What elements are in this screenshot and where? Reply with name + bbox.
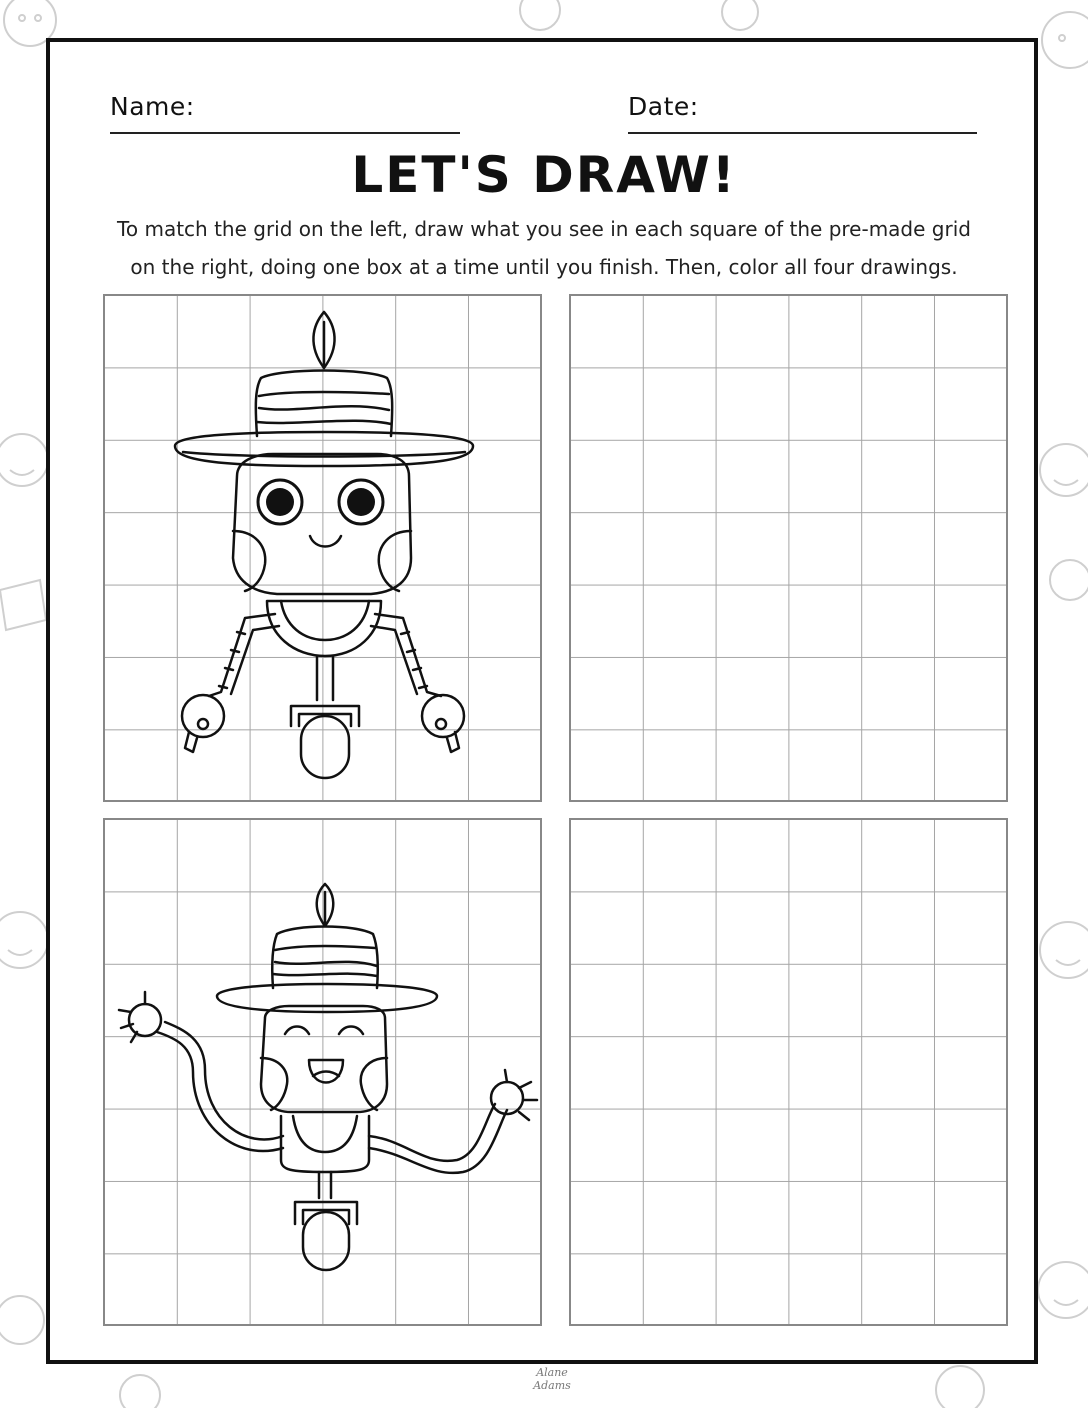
instructions-line-2: on the right, doing one box at a time until you finish. Then, color all four drawings. xyxy=(130,255,958,279)
instructions xyxy=(70,210,1018,286)
reference-grid-1 xyxy=(103,294,542,802)
drawing-grid-1[interactable] xyxy=(569,294,1008,802)
instructions-line-1: To match the grid on the left, draw what you see in each square of the pre-made grid xyxy=(117,217,971,241)
name-field[interactable] xyxy=(110,92,460,134)
date-label: Date: xyxy=(628,92,699,121)
reference-grid-2 xyxy=(103,818,542,1326)
robot-drawing-2 xyxy=(105,820,544,1328)
name-label: Name: xyxy=(110,92,195,121)
drawing-grid-2[interactable] xyxy=(569,818,1008,1326)
date-field[interactable] xyxy=(628,92,977,134)
page-title: LET'S DRAW! xyxy=(351,146,737,204)
brand-logo: Alane Adams xyxy=(533,1366,571,1392)
robot-drawing-1 xyxy=(105,296,544,804)
